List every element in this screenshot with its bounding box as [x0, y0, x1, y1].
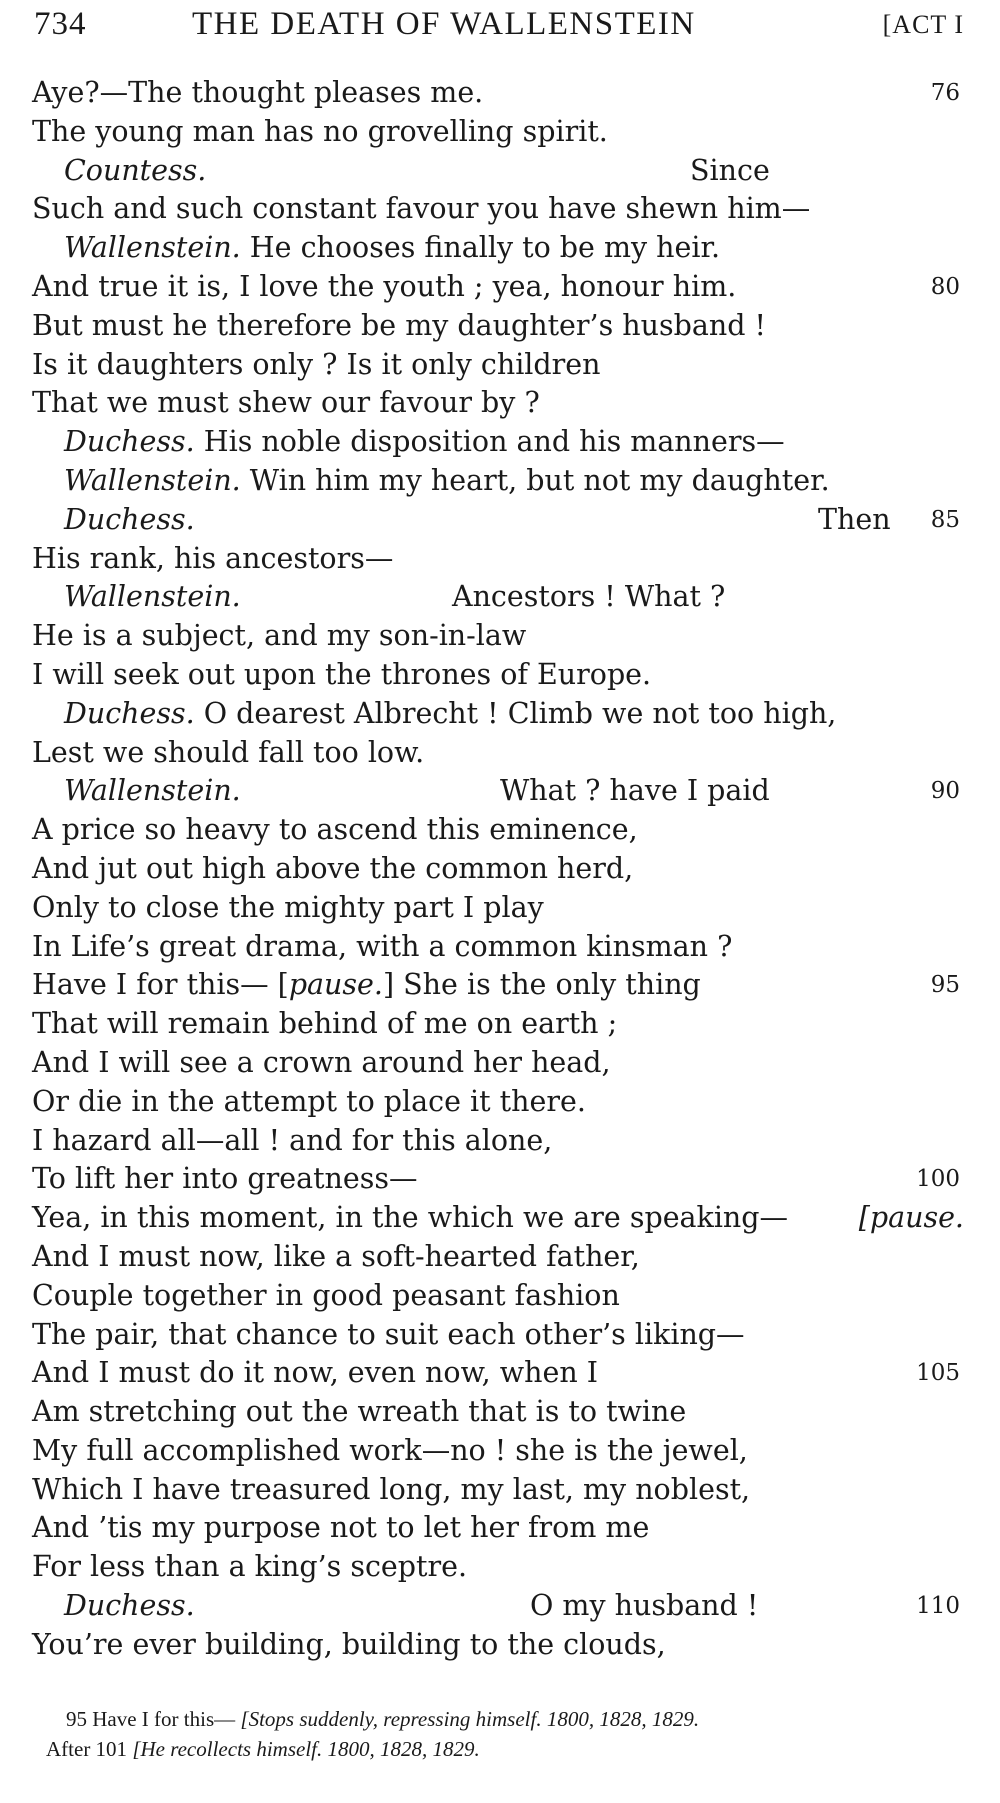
- line-text: You’re ever building, building to the clouds,: [32, 1627, 666, 1661]
- speaker-name: Wallenstein.: [64, 774, 241, 808]
- verse-line: [0, 966, 1000, 1005]
- verse-line: [0, 772, 1000, 811]
- line-number: 110: [916, 1593, 960, 1620]
- line-text: Such and such constant favour you have shewn him—: [32, 192, 811, 226]
- act-label: [ACT I: [882, 10, 964, 39]
- half-line-continuation: Since: [690, 153, 770, 187]
- line-text: Only to close the mighty part I play: [32, 890, 544, 924]
- verse-line-text: [32, 384, 540, 423]
- verse-line-text: [64, 578, 241, 617]
- footnote-ref: 95 Have I for this—: [66, 1707, 236, 1731]
- running-header: [34, 6, 964, 56]
- half-line-continuation: O my husband !: [530, 1589, 759, 1623]
- verse-line: [0, 811, 1000, 850]
- footnotes: [0, 1704, 1000, 1764]
- verse-line-text: [32, 1044, 611, 1083]
- verse-line-text: [64, 462, 830, 501]
- verse-line-text: [32, 928, 732, 967]
- verse-line-text: [32, 656, 651, 695]
- verse-line: [0, 268, 1000, 307]
- line-text: And true it is, I love the youth ; yea, honour him.: [32, 269, 737, 303]
- line-text: And jut out high above the common herd,: [32, 851, 634, 885]
- verse-line: [0, 1005, 1000, 1044]
- line-text: Couple together in good peasant fashion: [32, 1278, 620, 1312]
- verse-line: [0, 734, 1000, 773]
- verse-line: [0, 152, 1000, 191]
- verse-line: [0, 1238, 1000, 1277]
- line-number: 100: [916, 1166, 960, 1193]
- line-text: That we must shew our favour by ?: [32, 386, 540, 420]
- verse-line-text: [32, 1548, 467, 1587]
- speaker-name: Duchess.: [64, 696, 195, 730]
- stage-direction: [pause.: [858, 1201, 964, 1235]
- verse-line-text: [32, 1316, 745, 1355]
- verse-line-text: [64, 229, 720, 268]
- verse-line-text: [64, 423, 785, 462]
- line-text: And ’tis my purpose not to let her from me: [32, 1511, 650, 1545]
- line-text: I will seek out upon the thrones of Europe.: [32, 657, 652, 691]
- verse-line: [0, 540, 1000, 579]
- page-title: THE DEATH OF WALLENSTEIN: [192, 6, 696, 42]
- line-text: And I will see a crown around her head,: [32, 1045, 611, 1079]
- footnote-text: [Stops suddenly, repressing himself. 1800, 1828, 1829.: [240, 1707, 700, 1731]
- line-text: And I must do it now, even now, when I: [32, 1356, 598, 1390]
- verse-line: [0, 695, 1000, 734]
- verse-line-text: [32, 307, 766, 346]
- line-text: I hazard all—all ! and for this alone,: [32, 1123, 553, 1157]
- verse-line: [0, 1587, 1000, 1626]
- verse-line: [0, 423, 1000, 462]
- verse-line: [0, 850, 1000, 889]
- line-text: The young man has no grovelling spirit.: [32, 114, 608, 148]
- line-number: 90: [930, 778, 960, 805]
- line-number: 85: [930, 506, 960, 533]
- verse-line-text: [32, 1005, 617, 1044]
- line-text: Is it daughters only ? Is it only children: [32, 347, 601, 381]
- speaker-name: Wallenstein.: [64, 580, 241, 614]
- line-text: Win him my heart, but not my daughter.: [240, 463, 830, 497]
- verse-line-text: [32, 1509, 649, 1548]
- verse-line-text: [32, 1083, 586, 1122]
- half-line-continuation: Then: [818, 502, 891, 536]
- verse-line: [0, 384, 1000, 423]
- line-text: Yea, in this moment, in the which we are speaking—: [32, 1201, 789, 1235]
- line-text: Or die in the attempt to place it there.: [32, 1084, 586, 1118]
- verse-line-text: [32, 889, 544, 928]
- verse-line: [0, 889, 1000, 928]
- verse-line: [0, 1432, 1000, 1471]
- verse-line: [0, 1509, 1000, 1548]
- line-text: Have I for this— [: [32, 968, 289, 1002]
- verse-line: [0, 1471, 1000, 1510]
- footnote-text: [He recollects himself. 1800, 1828, 1829.: [132, 1737, 480, 1761]
- verse-line: [0, 617, 1000, 656]
- verse-line: [0, 656, 1000, 695]
- verse-line: [0, 1354, 1000, 1393]
- verse-line: [0, 190, 1000, 229]
- line-number: 80: [930, 273, 960, 300]
- half-line-continuation: Ancestors ! What ?: [452, 580, 726, 614]
- verse-line-text: [32, 1471, 750, 1510]
- line-text: Am stretching out the wreath that is to twine: [32, 1395, 687, 1429]
- verse-line: [0, 578, 1000, 617]
- line-number: 95: [930, 972, 960, 999]
- line-text: My full accomplished work—no ! she is the jewel,: [32, 1433, 748, 1467]
- verse-line-text: [32, 1432, 748, 1471]
- line-number: 105: [916, 1360, 960, 1387]
- speaker-name: Wallenstein.: [64, 463, 241, 497]
- verse-line: [0, 462, 1000, 501]
- line-text: He chooses finally to be my heir.: [240, 231, 721, 265]
- verse-line-text: [32, 1160, 418, 1199]
- verse-line-text: [32, 1354, 598, 1393]
- stage-direction: pause.: [288, 968, 383, 1002]
- line-text: Aye?—The thought pleases me.: [32, 76, 484, 109]
- verse-line: [0, 1083, 1000, 1122]
- verse-line-text: [32, 734, 424, 773]
- verse-line: [0, 74, 1000, 113]
- verse-line-text: [32, 74, 483, 113]
- footnote: [0, 1704, 1000, 1734]
- line-text: But must he therefore be my daughter’s husband !: [32, 308, 766, 342]
- verse-line: [0, 229, 1000, 268]
- verse-line-text: [32, 190, 810, 229]
- verse-line-text: [64, 772, 241, 811]
- half-line-continuation: What ? have I paid: [500, 774, 770, 808]
- line-text: His rank, his ancestors—: [32, 541, 394, 575]
- verse-line-text: [32, 1277, 620, 1316]
- verse-line-text: [32, 113, 608, 152]
- line-text: And I must now, like a soft-hearted father,: [32, 1239, 640, 1273]
- verse-line-text: [64, 695, 836, 734]
- footnote: [0, 1734, 1000, 1764]
- speaker-name: Duchess.: [64, 1589, 195, 1623]
- line-text: For less than a king’s sceptre.: [32, 1550, 468, 1584]
- verse-line-text: [32, 1199, 788, 1238]
- line-text: A price so heavy to ascend this eminence,: [32, 813, 638, 847]
- line-text: His noble disposition and his manners—: [194, 425, 785, 459]
- verse-line-text: [64, 152, 206, 191]
- verse-line: [0, 928, 1000, 967]
- speaker-name: Duchess.: [64, 425, 195, 459]
- verse-line-text: [32, 1393, 686, 1432]
- verse-line: [0, 113, 1000, 152]
- verse-line-text: [32, 811, 638, 850]
- verse-line: [0, 1199, 1000, 1238]
- line-text: That will remain behind of me on earth ;: [32, 1007, 618, 1041]
- verse-line: [0, 1160, 1000, 1199]
- line-text: The pair, that chance to suit each other’s liking—: [32, 1317, 745, 1351]
- verse-line: [0, 1393, 1000, 1432]
- footnote-ref: After 101: [46, 1737, 128, 1761]
- verse-line-text: [32, 1238, 640, 1277]
- speaker-name: Countess.: [64, 153, 207, 187]
- line-text: Which I have treasured long, my last, my noblest,: [32, 1472, 751, 1506]
- line-text: To lift her into greatness—: [32, 1162, 418, 1196]
- line-text: He is a subject, and my son-in-law: [32, 619, 527, 653]
- verse-line: [0, 1316, 1000, 1355]
- line-text: Lest we should fall too low.: [32, 735, 425, 769]
- verse-line: [0, 1626, 1000, 1665]
- verse-line: [0, 1277, 1000, 1316]
- verse-line: [0, 1122, 1000, 1161]
- verse-line-text: [32, 850, 633, 889]
- verse-line-text: [32, 617, 526, 656]
- verse-line: [0, 1044, 1000, 1083]
- verse-line-text: [32, 346, 601, 385]
- verse-line-text: [32, 966, 701, 1005]
- speaker-name: Duchess.: [64, 502, 195, 536]
- verse-line: [0, 346, 1000, 385]
- line-number: 76: [930, 80, 960, 106]
- verse-line: [0, 1548, 1000, 1587]
- verse-line-text: [64, 501, 195, 540]
- page-number: 734: [34, 6, 87, 42]
- line-text: In Life’s great drama, with a common kinsman ?: [32, 929, 733, 963]
- line-text-after: ] She is the only thing: [382, 968, 701, 1002]
- verse-line-text: [32, 1626, 666, 1665]
- verse-line-text: [64, 1587, 195, 1626]
- verse-line-text: [32, 540, 393, 579]
- speaker-name: Wallenstein.: [64, 231, 241, 265]
- verse-line-text: [32, 1122, 552, 1161]
- verse-line: [0, 307, 1000, 346]
- verse-line: [0, 501, 1000, 540]
- line-text: O dearest Albrecht ! Climb we not too high,: [194, 696, 837, 730]
- verse-line-text: [32, 268, 736, 307]
- verse-text: [0, 74, 1000, 1665]
